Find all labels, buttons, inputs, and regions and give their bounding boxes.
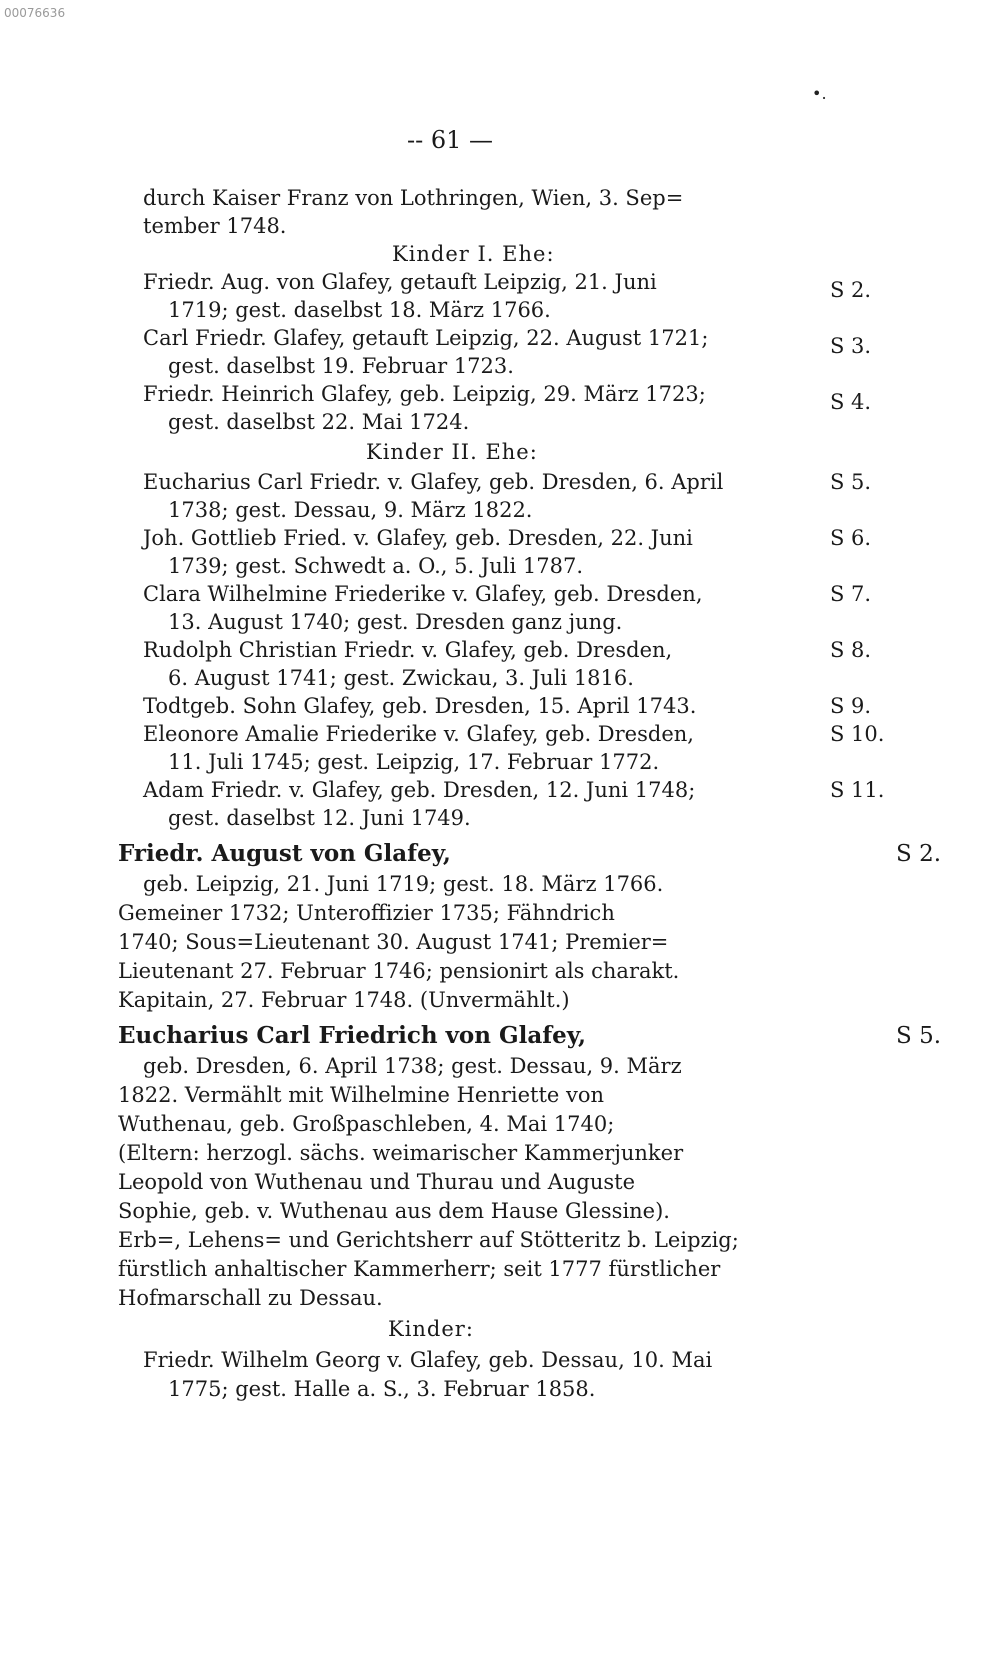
text-line: 1740; Sous=Lieutenant 30. August 1741; Premier= bbox=[118, 930, 669, 954]
margin-reference: S 3. bbox=[830, 334, 872, 358]
margin-reference: S 5. bbox=[830, 470, 872, 494]
text-line: Wuthenau, geb. Großpaschleben, 4. Mai 1740; bbox=[118, 1112, 615, 1136]
text-line: Lieutenant 27. Februar 1746; pensionirt als charakt. bbox=[118, 959, 680, 983]
text-line: Todtgeb. Sohn Glafey, geb. Dresden, 15. April 1743. bbox=[143, 694, 697, 718]
entry-heading: Eucharius Carl Friedrich von Glafey, bbox=[118, 1022, 586, 1049]
margin-reference: S 7. bbox=[830, 582, 872, 606]
margin-reference: S 9. bbox=[830, 694, 872, 718]
text-line: Rudolph Christian Friedr. v. Glafey, geb. Dresden, bbox=[143, 638, 673, 662]
text-line: (Eltern: herzogl. sächs. weimarischer Kammerjunker bbox=[118, 1141, 684, 1165]
text-line: Eucharius Carl Friedr. v. Glafey, geb. Dresden, 6. April bbox=[143, 470, 724, 494]
text-line: Sophie, geb. v. Wuthenau aus dem Hause Glessine). bbox=[118, 1199, 670, 1223]
text-line: geb. Dresden, 6. April 1738; gest. Dessau, 9. März bbox=[143, 1054, 682, 1078]
text-line: Carl Friedr. Glafey, getauft Leipzig, 22. August 1721; bbox=[143, 326, 709, 350]
text-line: Eleonore Amalie Friederike v. Glafey, geb. Dresden, bbox=[143, 722, 694, 746]
text-line: gest. daselbst 19. Februar 1723. bbox=[168, 354, 514, 378]
text-line: 11. Juli 1745; gest. Leipzig, 17. Februar 1772. bbox=[168, 750, 660, 774]
text-line: Hofmarschall zu Dessau. bbox=[118, 1286, 383, 1310]
text-line: tember 1748. bbox=[143, 214, 287, 238]
text-line: 13. August 1740; gest. Dresden ganz jung. bbox=[168, 610, 623, 634]
margin-reference: S 10. bbox=[830, 722, 885, 746]
section-heading: Kinder II. Ehe: bbox=[366, 440, 538, 464]
entry-heading: Friedr. August von Glafey, bbox=[118, 840, 451, 867]
corner-mark: •. bbox=[812, 84, 827, 103]
section-heading: Kinder I. Ehe: bbox=[392, 242, 555, 266]
text-line: Adam Friedr. v. Glafey, geb. Dresden, 12. Juni 1748; bbox=[143, 778, 696, 802]
text-line: Gemeiner 1732; Unteroffizier 1735; Fähndrich bbox=[118, 901, 615, 925]
page-number: -- 61 — bbox=[406, 126, 493, 154]
text-line: 1775; gest. Halle a. S., 3. Februar 1858. bbox=[168, 1377, 596, 1401]
text-line: geb. Leipzig, 21. Juni 1719; gest. 18. März 1766. bbox=[143, 872, 664, 896]
text-line: gest. daselbst 22. Mai 1724. bbox=[168, 410, 470, 434]
scan-id: 00076636 bbox=[4, 6, 66, 20]
text-line: 6. August 1741; gest. Zwickau, 3. Juli 1816. bbox=[168, 666, 634, 690]
text-line: gest. daselbst 12. Juni 1749. bbox=[168, 806, 471, 830]
margin-reference: S 2. bbox=[830, 278, 872, 302]
text-line: 1739; gest. Schwedt a. O., 5. Juli 1787. bbox=[168, 554, 584, 578]
margin-reference: S 11. bbox=[830, 778, 885, 802]
text-line: 1719; gest. daselbst 18. März 1766. bbox=[168, 298, 551, 322]
text-line: Friedr. Aug. von Glafey, getauft Leipzig, 21. Juni bbox=[143, 270, 657, 294]
text-line: Friedr. Heinrich Glafey, geb. Leipzig, 29. März 1723; bbox=[143, 382, 706, 406]
text-line: Clara Wilhelmine Friederike v. Glafey, geb. Dresden, bbox=[143, 582, 703, 606]
text-line: Kapitain, 27. Februar 1748. (Unvermählt.) bbox=[118, 988, 570, 1012]
margin-reference: S 6. bbox=[830, 526, 872, 550]
text-line: Leopold von Wuthenau und Thurau und Auguste bbox=[118, 1170, 635, 1194]
text-line: fürstlich anhaltischer Kammerherr; seit 1777 fürstlicher bbox=[118, 1257, 721, 1281]
text-line: 1738; gest. Dessau, 9. März 1822. bbox=[168, 498, 533, 522]
section-heading: Kinder: bbox=[388, 1317, 474, 1341]
margin-reference: S 2. bbox=[896, 841, 942, 867]
margin-reference: S 5. bbox=[896, 1023, 942, 1049]
text-line: Joh. Gottlieb Fried. v. Glafey, geb. Dresden, 22. Juni bbox=[143, 526, 693, 550]
text-line: durch Kaiser Franz von Lothringen, Wien, 3. Sep= bbox=[143, 186, 684, 210]
text-line: Friedr. Wilhelm Georg v. Glafey, geb. Dessau, 10. Mai bbox=[143, 1348, 713, 1372]
text-line: 1822. Vermählt mit Wilhelmine Henriette von bbox=[118, 1083, 605, 1107]
margin-reference: S 4. bbox=[830, 390, 872, 414]
margin-reference: S 8. bbox=[830, 638, 872, 662]
text-line: Erb=, Lehens= und Gerichtsherr auf Stötteritz b. Leipzig; bbox=[118, 1228, 739, 1252]
